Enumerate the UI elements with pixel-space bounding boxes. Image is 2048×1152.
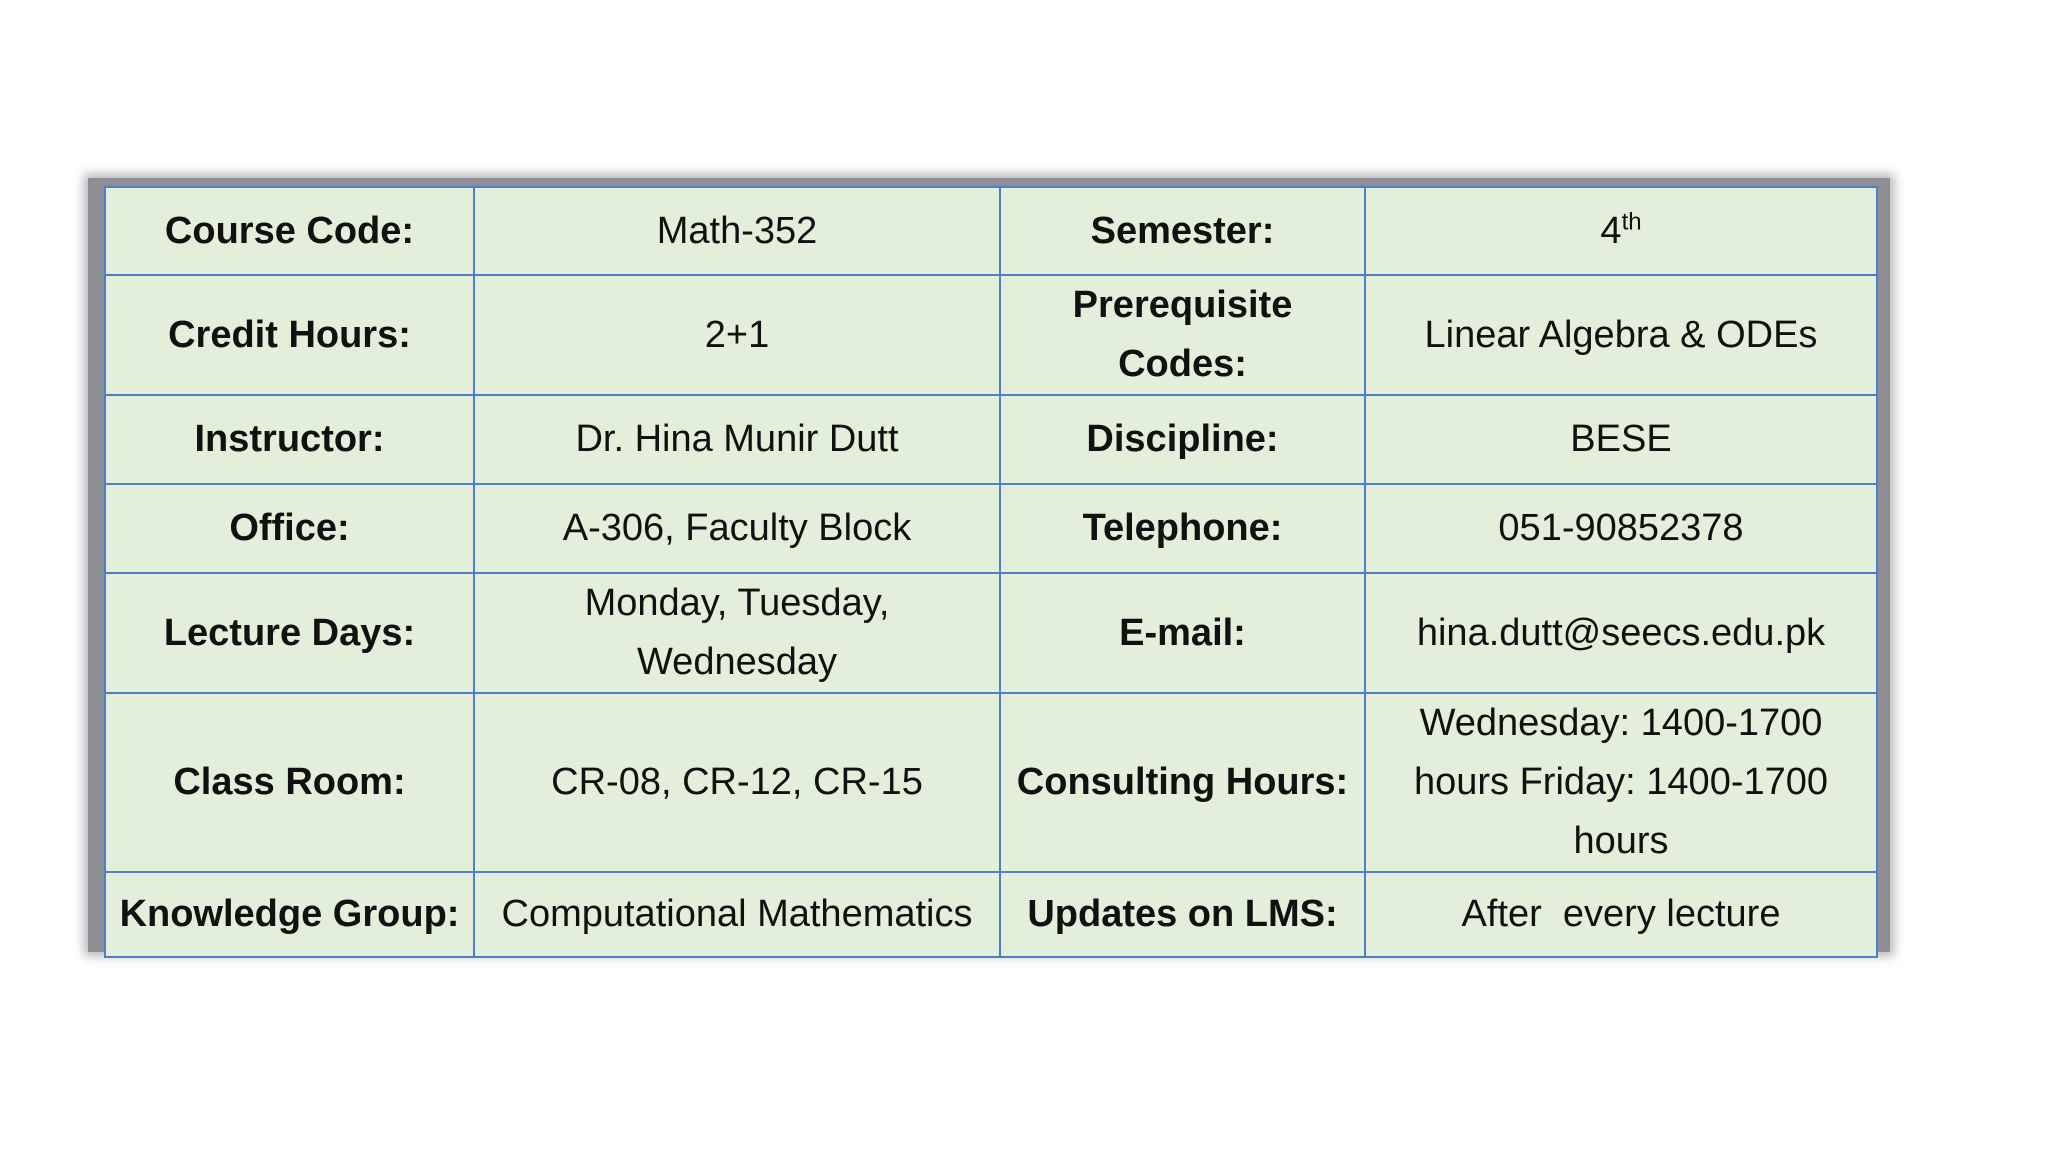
lecture-days-label: Lecture Days: (105, 573, 474, 693)
updates-on-lms-label: Updates on LMS: (1000, 872, 1365, 957)
office-label: Office: (105, 484, 474, 573)
lecture-days-value (474, 573, 1000, 693)
knowledge-group-label: Knowledge Group: (105, 872, 474, 957)
credit-hours-label: Credit Hours: (105, 275, 474, 395)
prerequisite-label-line2: Codes: (1118, 343, 1247, 385)
table-row (105, 693, 1877, 872)
discipline-label: Discipline: (1000, 395, 1365, 484)
prerequisite-label-line1: Prerequisite (1072, 284, 1293, 326)
updates-on-lms-value: After every lecture (1365, 872, 1877, 957)
class-room-value: CR-08, CR-12, CR-15 (474, 693, 1000, 872)
table-row (105, 395, 1877, 484)
class-room-label: Class Room: (105, 693, 474, 872)
email-label: E-mail: (1000, 573, 1365, 693)
instructor-label: Instructor: (105, 395, 474, 484)
course-code-label: Course Code: (105, 187, 474, 275)
knowledge-group-value: Computational Mathematics (474, 872, 1000, 957)
table-row (105, 573, 1877, 693)
telephone-label: Telephone: (1000, 484, 1365, 573)
consulting-hours-line1: Wednesday: 1400-1700 (1419, 702, 1823, 744)
office-value: A-306, Faculty Block (474, 484, 1000, 573)
semester-value (1365, 187, 1877, 275)
instructor-value: Dr. Hina Munir Dutt (474, 395, 1000, 484)
table-row (105, 872, 1877, 957)
credit-hours-value: 2+1 (474, 275, 1000, 395)
semester-number: 4 (1600, 209, 1622, 252)
course-code-value: Math-352 (474, 187, 1000, 275)
telephone-value: 051-90852378 (1365, 484, 1877, 573)
course-info-table (104, 186, 1878, 958)
lecture-days-line1: Monday, Tuesday, (584, 582, 890, 624)
table-row (105, 275, 1877, 395)
email-value: hina.dutt@seecs.edu.pk (1365, 573, 1877, 693)
semester-label: Semester: (1000, 187, 1365, 275)
consulting-hours-line2: hours Friday: 1400-1700 (1413, 761, 1829, 803)
consulting-hours-label: Consulting Hours: (1000, 693, 1365, 872)
semester-suffix: th (1621, 207, 1642, 235)
prerequisite-codes-value: Linear Algebra & ODEs (1365, 275, 1877, 395)
table-row (105, 484, 1877, 573)
prerequisite-codes-label (1000, 275, 1365, 395)
discipline-value: BESE (1365, 395, 1877, 484)
lecture-days-line2: Wednesday (637, 641, 837, 683)
table-row (105, 187, 1877, 275)
consulting-hours-value (1365, 693, 1877, 872)
consulting-hours-line3: hours (1573, 820, 1669, 862)
